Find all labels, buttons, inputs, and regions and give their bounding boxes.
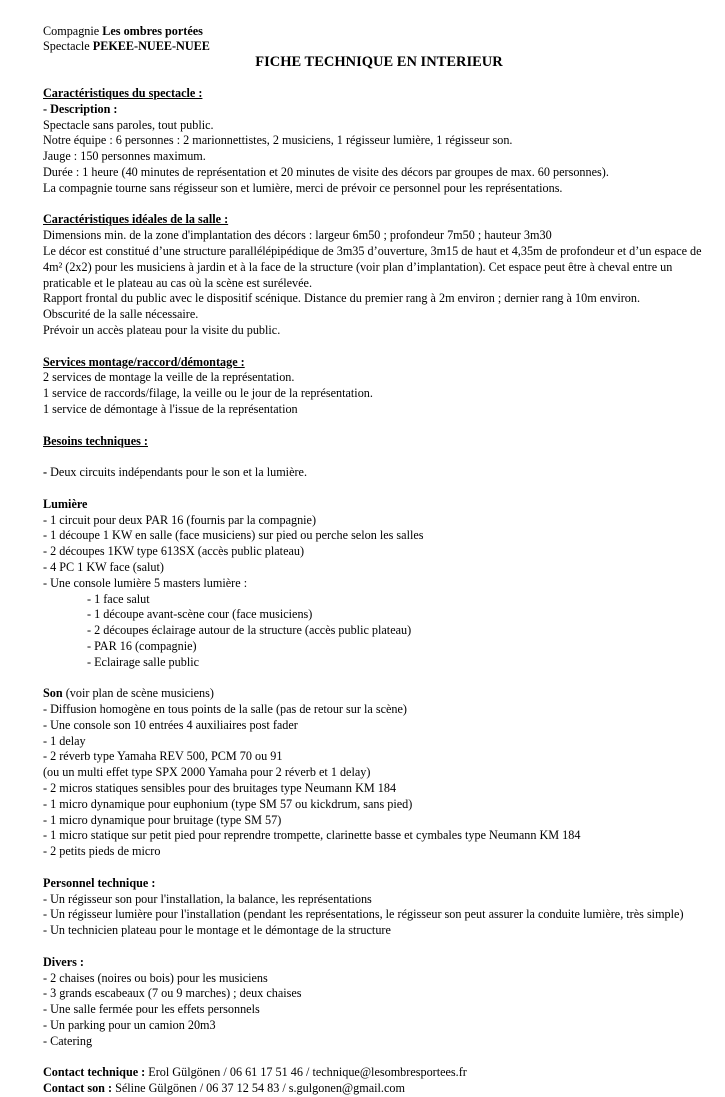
document-page: [43, 24, 715, 1096]
list-item: - 1 micro dynamique pour bruitage (type SM 57): [43, 812, 282, 827]
text-line: Obscurité de la salle nécessaire.: [43, 307, 199, 322]
section-heading: Caractéristiques du spectacle :: [43, 86, 203, 100]
sub-list-item: - 1 découpe avant-scène cour (face musiciens): [87, 607, 313, 622]
text-line: Prévoir un accès plateau pour la visite du public.: [43, 322, 281, 337]
list-item: - 1 delay: [43, 733, 86, 748]
list-item: (ou un multi effet type SPX 2000 Yamaha pour 2 réverb et 1 delay): [43, 765, 371, 780]
text-line: [43, 465, 715, 481]
show-label: Spectacle: [43, 39, 90, 53]
sub-list-item: - 2 découpes éclairage autour de la structure (accès public plateau): [87, 623, 412, 638]
list-item: - Une salle fermée pour les effets personnels: [43, 1002, 260, 1017]
list-item: - 1 découpe 1 KW en salle (face musiciens) sur pied ou perche selon les salles: [43, 528, 424, 543]
section-heading: Son: [43, 686, 63, 701]
heading-note: (voir plan de scène musiciens): [62, 686, 214, 701]
list-item: - 2 découpes 1KW type 613SX (accès public plateau): [43, 544, 305, 559]
list-item: - 2 réverb type Yamaha REV 500, PCM 70 ou 91: [43, 749, 283, 764]
list-item: - 1 circuit pour deux PAR 16 (fournis par la compagnie): [43, 512, 317, 527]
list-item: - Catering: [43, 1033, 93, 1048]
text-line: Durée : 1 heure (40 minutes de représentation et 20 minutes de visite des décors par groupes de max. 60 personnes).: [43, 164, 609, 179]
list-item: - Un régisseur lumière pour l'installation (pendant les représentations, le régisseur son peut assurer la conduite lumière, très simple): [43, 907, 684, 922]
text-line: 1 service de démontage à l'issue de la représentation: [43, 401, 298, 416]
contact-son: [43, 1081, 715, 1097]
document-title: FICHE TECHNIQUE EN INTERIEUR: [255, 54, 503, 70]
section-heading: Divers :: [43, 954, 84, 969]
text-line: La compagnie tourne sans régisseur son et lumière, merci de prévoir ce personnel pour les représentations.: [43, 180, 563, 195]
list-item: - 2 micros statiques sensibles pour des bruitages type Neumann KM 184: [43, 781, 397, 796]
sub-list-item: - PAR 16 (compagnie): [87, 638, 197, 653]
section-lumiere: [43, 497, 715, 671]
list-item: - Une console lumière 5 masters lumière :: [43, 575, 248, 590]
text-line: Notre équipe : 6 personnes : 2 marionnettistes, 2 musiciens, 1 régisseur lumière, 1 régisseur son.: [43, 133, 513, 148]
text-line: praticable et le plateau au cas où la scène est surélevée.: [43, 275, 312, 290]
contact-value: Séline Gülgönen / 06 37 12 54 83 / s.gulgonen@gmail.com: [112, 1081, 405, 1096]
show-line: [43, 39, 715, 54]
list-item: - Diffusion homogène en tous points de la salle (pas de retour sur la scène): [43, 702, 407, 717]
section-heading: Services montage/raccord/démontage :: [43, 354, 245, 369]
section-heading: Personnel technique :: [43, 875, 156, 890]
text-line-content: Deux circuits indépendants pour le son et la lumière.: [47, 465, 307, 480]
sub-list-item: - 1 face salut: [87, 591, 150, 606]
text-line: 4m² (2x2) pour les musiciens à jardin et à la face de la structure (voir plan d’implantation). Cet espace peut être à cheval entre un: [43, 259, 673, 274]
section-heading: Lumière: [43, 496, 88, 511]
contact-value: Erol Gülgönen / 06 61 17 51 46 / technique@lesombresportees.fr: [145, 1065, 467, 1080]
show-name: PEKEE-NUEE-NUEE: [92, 39, 210, 53]
list-item: - Un régisseur son pour l'installation, la balance, les représentations: [43, 891, 372, 906]
text-line: 2 services de montage la veille de la représentation.: [43, 370, 295, 385]
text-line: Spectacle sans paroles, tout public.: [43, 117, 214, 132]
section-son: [43, 686, 715, 860]
list-item: - Une console son 10 entrées 4 auxiliaires post fader: [43, 717, 298, 732]
company-label: Compagnie: [43, 24, 100, 38]
company-name: Les ombres portées: [102, 24, 203, 38]
contact-technique: [43, 1065, 715, 1081]
text-line: 1 service de raccords/filage, la veille ou le jour de la représentation.: [43, 386, 373, 401]
contact-label: Contact son :: [43, 1081, 113, 1096]
list-item: - 1 micro statique sur petit pied pour reprendre trompette, clarinette basse et cymbales type Neumann KM 184: [43, 828, 581, 843]
text-line: Rapport frontal du public avec le dispositif scénique. Distance du premier rang à 2m environ ; dernier rang à 10m environ.: [43, 291, 641, 306]
section-divers: [43, 955, 715, 1050]
section-services: [43, 355, 715, 418]
section-heading-line: [43, 686, 715, 702]
text-line: Jauge : 150 personnes maximum.: [43, 149, 206, 164]
list-item: - 3 grands escabeaux (7 ou 9 marches) ; deux chaises: [43, 986, 302, 1001]
list-item: - 1 micro dynamique pour euphonium (type SM 57 ou kickdrum, sans pied): [43, 796, 413, 811]
section-besoins: [43, 434, 715, 481]
list-item: - Un technicien plateau pour le montage et le démontage de la structure: [43, 923, 391, 938]
section-heading: Besoins techniques :: [43, 433, 148, 448]
sub-list-item: - Eclairage salle public: [87, 654, 200, 669]
bullet-dash: -: [43, 465, 48, 480]
list-item: - 2 petits pieds de micro: [43, 844, 161, 859]
section-salle: [43, 212, 715, 338]
subheading-description: - Description :: [43, 101, 118, 116]
section-contacts: [43, 1065, 715, 1097]
section-heading: Caractéristiques idéales de la salle :: [43, 212, 229, 227]
section-personnel: [43, 876, 715, 939]
list-item: - 4 PC 1 KW face (salut): [43, 559, 164, 574]
company-line: [43, 24, 715, 39]
text-line: Dimensions min. de la zone d'implantation des décors : largeur 6m50 ; profondeur 7m50 ; hauteur 3m30: [43, 228, 552, 243]
section-spectacle: [43, 86, 715, 197]
text-line: Le décor est constitué d’une structure parallélépipédique de 3m35 d’ouverture, 3m15 de haut et 4,35m de profondeur et d’un espace de: [43, 243, 702, 258]
list-item: - Un parking pour un camion 20m3: [43, 1018, 216, 1033]
list-item: - 2 chaises (noires ou bois) pour les musiciens: [43, 970, 268, 985]
document-body: [43, 86, 715, 1097]
contact-label: Contact technique :: [43, 1065, 146, 1080]
